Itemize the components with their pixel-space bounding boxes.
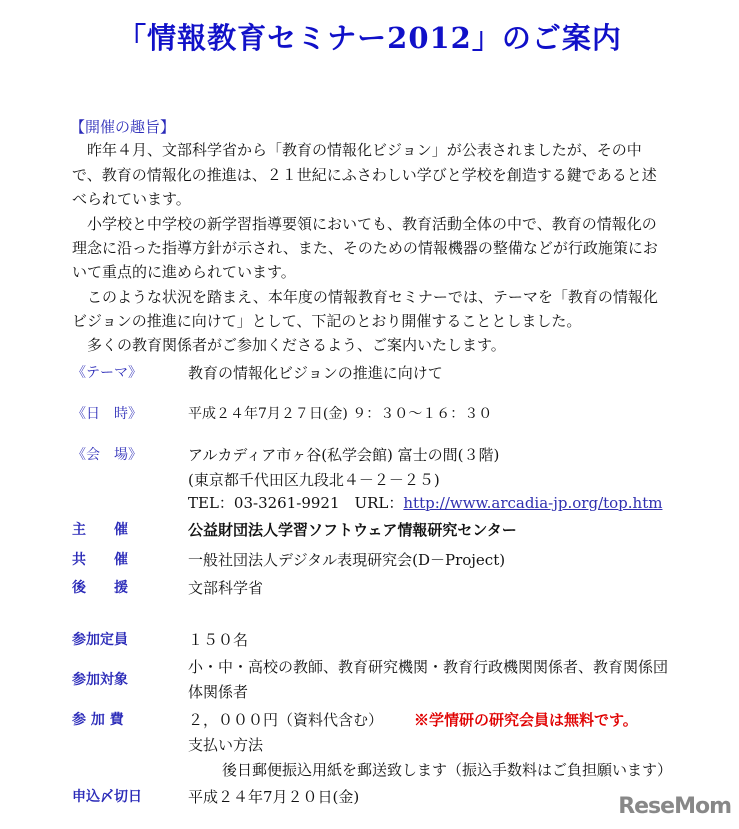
cohost-value: 一般社団法人デジタル表現研究会(D－Project) (188, 551, 506, 569)
venue-address: (東京都千代田区九段北４－２－２５) (188, 471, 440, 489)
resemom-logo: ReseMom (618, 794, 731, 819)
venue-url-link[interactable]: http://www.arcadia-jp.org/top.htm (403, 494, 663, 512)
purpose-line: 昨年４月、文部科学省から「教育の情報化ビジョン」が公表されましたが、その中 (72, 141, 642, 159)
capacity-value: １５０名 (188, 631, 249, 649)
page-title: 「情報教育セミナー2012」のご案内 (117, 21, 622, 55)
venue-contact (188, 493, 662, 513)
cohost-label: 共 催 (72, 552, 128, 568)
purpose-heading: 【開催の趣旨】 (70, 118, 176, 136)
venue-name: アルカディア市ヶ谷(私学会館) 富士の間(３階) (188, 446, 500, 464)
payment-value: 後日郵便振込用紙を郵送致します（振込手数料はご負担願います） (222, 761, 673, 779)
purpose-line: べられています。 (72, 190, 191, 208)
purpose-line: 多くの教育関係者がご参加くださるよう、ご案内いたします。 (72, 336, 506, 354)
purpose-line: いて重点的に進められています。 (72, 263, 296, 281)
target-value: 体関係者 (188, 683, 249, 701)
support-value: 文部科学省 (188, 579, 264, 597)
target-label: 参加対象 (72, 672, 128, 688)
fee-value: ２，０００円（資料代含む） (188, 711, 384, 729)
capacity-label: 参加定員 (72, 632, 128, 648)
support-label: 後 援 (72, 580, 128, 596)
deadline-label: 申込〆切日 (72, 789, 142, 805)
purpose-line: 理念に沿った指導方針が示され、また、そのための情報機器の整備などが行政施策にお (72, 239, 658, 257)
purpose-line: このような状況を踏まえ、本年度の情報教育セミナーでは、テーマを「教育の情報化 (72, 288, 658, 306)
fee-note: ※学情研の研究会員は無料です。 (414, 711, 638, 729)
fee-label: 参 加 費 (72, 712, 124, 728)
payment-label: 支払い方法 (188, 736, 264, 754)
host-label: 主 催 (72, 522, 128, 538)
theme-value: 教育の情報化ビジョンの推進に向けて (188, 364, 443, 382)
purpose-line: ビジョンの推進に向けて」として、下記のとおり開催することとしました。 (72, 312, 582, 330)
target-value: 小・中・高校の教師、教育研究機関・教育行政機関関係者、教育関係団 (188, 658, 669, 676)
purpose-line: で、教育の情報化の推進は、２１世紀にふさわしい学びと学校を創造する鍵であると述 (72, 166, 657, 184)
datetime-value: 平成２４年7月２７日(金) ９：３０～１６：３０ (188, 406, 493, 422)
theme-label: 《テーマ》 (72, 365, 142, 381)
datetime-label: 《日 時》 (72, 406, 142, 422)
host-value: 公益財団法人学習ソフトウェア情報研究センター (188, 521, 517, 539)
venue-label: 《会 場》 (72, 447, 142, 463)
deadline-value: 平成２４年7月２０日(金) (188, 788, 360, 806)
venue-tel: TEL：03-3261-9921 URL： (188, 494, 404, 512)
purpose-line: 小学校と中学校の新学習指導要領においても、教育活動全体の中で、教育の情報化の (72, 215, 657, 233)
